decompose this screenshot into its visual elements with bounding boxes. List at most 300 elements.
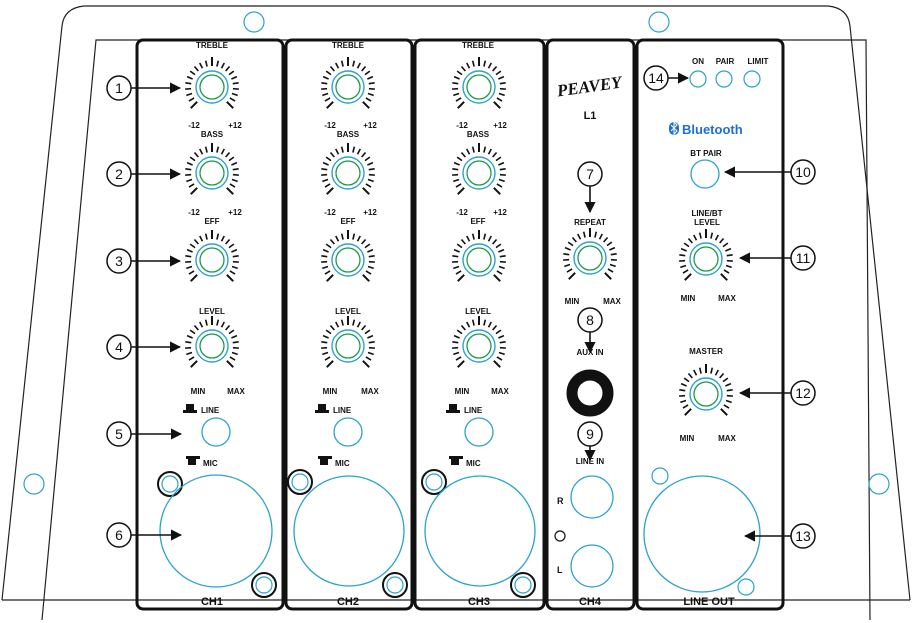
- knob-tick: [191, 361, 197, 367]
- range-low-label: -12: [188, 208, 200, 217]
- knob-tick: [500, 169, 506, 170]
- knob-tick: [461, 239, 465, 244]
- knob-ring: [463, 330, 495, 362]
- knob-tick: [231, 77, 237, 79]
- knob-tick: [336, 322, 339, 327]
- knob-tick: [610, 264, 616, 266]
- bluetooth-label: Bluetooth: [682, 122, 743, 137]
- knob-tick: [565, 248, 571, 250]
- knob-tick: [600, 234, 603, 239]
- pair-led-indicator: [716, 71, 732, 87]
- knob-tick: [681, 384, 687, 386]
- knob-tick: [452, 83, 458, 84]
- knob-tick: [454, 336, 460, 338]
- r-label: R: [557, 496, 564, 506]
- knob-tick: [467, 149, 470, 154]
- knob-tick: [229, 330, 234, 334]
- level-label: LEVEL: [335, 307, 361, 316]
- knob-tick: [323, 163, 329, 165]
- knob-tick: [362, 325, 366, 330]
- knob-ring: [332, 330, 364, 362]
- knob-tick: [497, 357, 502, 360]
- knob-tick: [367, 77, 373, 79]
- knob-ring: [196, 244, 228, 276]
- ch1-eff-knob[interactable]: [185, 230, 239, 281]
- knob-tick: [454, 77, 460, 79]
- knob-tick: [720, 373, 724, 378]
- knob-tick: [494, 188, 500, 194]
- knob-tick: [723, 378, 728, 382]
- knob-tick: [721, 409, 727, 415]
- knob-tick: [688, 238, 692, 243]
- callout-number: 1: [115, 80, 123, 96]
- knob-tick: [499, 93, 505, 95]
- ch3-level-knob[interactable]: [452, 316, 506, 367]
- eff-label: EFF: [470, 217, 486, 226]
- switch-up-icon: [318, 404, 326, 410]
- line-in-l-jack[interactable]: [571, 545, 613, 587]
- knob-tick: [232, 266, 238, 268]
- knob-ring: [196, 330, 228, 362]
- knob-tick: [679, 390, 685, 391]
- knob-tick: [453, 352, 459, 354]
- knob-ring: [690, 378, 722, 410]
- callout-number: 3: [115, 253, 123, 269]
- bt-pair-button[interactable]: [691, 160, 719, 188]
- callout-7: [578, 162, 602, 212]
- knob-tick: [200, 236, 203, 241]
- knob-tick: [227, 188, 233, 194]
- knob-tick: [322, 352, 328, 354]
- knob-tick: [190, 330, 195, 334]
- knob-tick: [186, 179, 192, 181]
- knob-tick: [493, 239, 497, 244]
- knob-tick: [323, 77, 329, 79]
- knob-tick: [494, 275, 500, 281]
- knob-tick: [493, 152, 497, 157]
- knob-tick: [595, 232, 596, 238]
- knob-tick: [187, 250, 193, 252]
- knob-tick: [230, 271, 235, 274]
- xlr-latch-ring: [652, 468, 668, 484]
- knob-tick: [336, 63, 339, 68]
- knob-tick: [230, 357, 235, 360]
- knob-tick: [572, 237, 576, 242]
- knob-tick: [681, 249, 687, 251]
- callout-1: [107, 76, 180, 100]
- knob-tick: [456, 98, 461, 101]
- knob-tick: [724, 405, 729, 408]
- knob-tick: [321, 83, 327, 84]
- xlr-latch-ring: [387, 577, 403, 593]
- line-bt-level-knob[interactable]: [679, 229, 733, 280]
- knob-tick: [327, 102, 333, 108]
- knob-tick: [363, 361, 369, 367]
- knob-tick: [187, 77, 193, 79]
- knob-tick: [358, 63, 361, 68]
- ch2-treble-knob[interactable]: [321, 57, 375, 108]
- knob-tick: [711, 368, 712, 374]
- mounting-holes: [24, 12, 889, 494]
- knob-tick: [683, 405, 688, 408]
- knob-tick: [366, 184, 371, 187]
- knob-tick: [187, 163, 193, 165]
- master-knob[interactable]: [679, 364, 733, 415]
- knob-tick: [494, 102, 500, 108]
- knob-tick: [461, 152, 465, 157]
- knob-tick: [366, 357, 371, 360]
- channel-id-label: CH2: [336, 596, 360, 608]
- bluetooth-master-section: [644, 57, 769, 608]
- knob-tick: [497, 98, 502, 101]
- knob-tick: [326, 244, 331, 248]
- knob-tick: [498, 163, 504, 165]
- knob-tick: [497, 271, 502, 274]
- xlr-latch-ring: [738, 579, 754, 595]
- knob-tick: [327, 361, 333, 367]
- knob-tick: [489, 149, 492, 154]
- knob-tick: [326, 330, 331, 334]
- ch2-bass-knob[interactable]: [321, 143, 375, 194]
- knob-tick: [326, 157, 331, 161]
- knob-tick: [473, 147, 474, 153]
- knob-tick: [330, 239, 334, 244]
- ch1-bass-knob[interactable]: [185, 143, 239, 194]
- knob-cap: [467, 248, 491, 272]
- knob-ring: [196, 71, 228, 103]
- max-label: MAX: [491, 387, 509, 396]
- knob-tick: [353, 61, 354, 67]
- knob-tick: [467, 236, 470, 241]
- knob-tick: [499, 352, 505, 354]
- knob-tick: [191, 275, 197, 281]
- knob-tick: [368, 266, 374, 268]
- xlr-combo-jack[interactable]: [294, 476, 404, 586]
- knob-tick: [362, 152, 366, 157]
- callout-number: 2: [115, 166, 123, 182]
- knob-tick: [500, 256, 506, 257]
- knob-tick: [358, 322, 361, 327]
- knob-tick: [367, 250, 373, 252]
- knob-ring: [332, 244, 364, 276]
- knob-tick: [452, 256, 458, 257]
- screw-hole-icon: [869, 474, 889, 494]
- knob-tick: [700, 233, 701, 239]
- knob-tick: [500, 83, 506, 84]
- knob-tick: [724, 270, 729, 273]
- switch-down-icon: [188, 459, 196, 465]
- knob-tick: [325, 357, 330, 360]
- knob-tick: [453, 266, 459, 268]
- knob-tick: [365, 157, 370, 161]
- ch3-treble-knob[interactable]: [452, 57, 506, 108]
- knob-tick: [186, 266, 192, 268]
- knob-tick: [456, 184, 461, 187]
- knob-cap: [336, 248, 360, 272]
- knob-tick: [458, 102, 464, 108]
- knob-tick: [330, 152, 334, 157]
- knob-tick: [366, 271, 371, 274]
- knob-tick: [336, 149, 339, 154]
- knob-tick: [694, 235, 697, 240]
- ch1-treble-knob[interactable]: [185, 57, 239, 108]
- range-high-label: +12: [493, 121, 507, 130]
- knob-tick: [727, 390, 733, 391]
- screw-hole-icon: [649, 12, 669, 32]
- knob-tick: [489, 236, 492, 241]
- knob-tick: [233, 83, 239, 84]
- xlr-combo-jack[interactable]: [425, 476, 535, 586]
- knob-tick: [461, 325, 465, 330]
- knob-tick: [325, 184, 330, 187]
- knob-tick: [683, 270, 688, 273]
- knob-tick: [206, 147, 207, 153]
- knob-tick: [456, 271, 461, 274]
- knob-tick: [185, 169, 191, 170]
- knob-tick: [321, 169, 327, 170]
- knob-cap: [200, 334, 224, 358]
- callout-number: 9: [586, 426, 594, 442]
- pair-label: PAIR: [715, 57, 735, 66]
- callout-11: [740, 246, 815, 270]
- peavey-logo: PEAVEY: [555, 72, 623, 101]
- line-bt-label: LINE/BT: [691, 209, 723, 218]
- knob-tick: [322, 266, 328, 268]
- knob-tick: [358, 236, 361, 241]
- knob-tick: [217, 147, 218, 153]
- min-label: MIN: [190, 387, 206, 396]
- knob-tick: [457, 71, 462, 75]
- aux-in-label: AUX IN: [576, 348, 604, 357]
- knob-tick: [227, 361, 233, 367]
- callout-5: [107, 422, 181, 446]
- knob-tick: [607, 242, 612, 246]
- knob-tick: [362, 239, 366, 244]
- knob-tick: [186, 352, 192, 354]
- knob-cap: [336, 334, 360, 358]
- knob-tick: [457, 244, 462, 248]
- knob-tick: [453, 93, 459, 95]
- xlr-latch-ring: [256, 577, 272, 593]
- callout-4: [107, 335, 180, 359]
- bt-pair-label: BT PAIR: [690, 149, 722, 158]
- knob-tick: [498, 77, 504, 79]
- knob-tick: [484, 147, 485, 153]
- ch4-repeat-knob[interactable]: [563, 228, 617, 279]
- knob-tick: [217, 320, 218, 326]
- knob-tick: [323, 336, 329, 338]
- knob-tick: [493, 325, 497, 330]
- channel-panel-ch1: [137, 40, 283, 609]
- knob-tick: [365, 244, 370, 248]
- knob-tick: [227, 275, 233, 281]
- screw-hole-icon: [244, 12, 264, 32]
- knob-tick: [189, 271, 194, 274]
- knob-tick: [200, 149, 203, 154]
- knob-tick: [229, 71, 234, 75]
- knob-tick: [498, 336, 504, 338]
- knob-ring: [574, 242, 606, 274]
- knob-tick: [217, 61, 218, 67]
- ch3-eff-knob[interactable]: [452, 230, 506, 281]
- knob-tick: [367, 336, 373, 338]
- knob-tick: [494, 361, 500, 367]
- knob-tick: [461, 66, 465, 71]
- knob-tick: [496, 330, 501, 334]
- line-in-r-jack[interactable]: [571, 476, 613, 518]
- level-label: LEVEL: [199, 307, 225, 316]
- knob-tick: [229, 244, 234, 248]
- range-low-label: -12: [456, 121, 468, 130]
- line-out-jack[interactable]: [644, 476, 760, 592]
- knob-tick: [342, 234, 343, 240]
- bass-label: BASS: [336, 130, 360, 139]
- switch-base-icon: [186, 456, 200, 459]
- knob-cap: [200, 248, 224, 272]
- knob-ring: [332, 157, 364, 189]
- callout-12: [740, 381, 815, 405]
- line-in-label: LINE IN: [575, 457, 605, 466]
- knob-tick: [190, 244, 195, 248]
- knob-tick: [185, 83, 191, 84]
- switch-base-icon: [446, 410, 460, 413]
- knob-tick: [222, 322, 225, 327]
- channel-id-label: CH3: [467, 596, 491, 608]
- knob-tick: [363, 188, 369, 194]
- on-led-indicator: [690, 71, 706, 87]
- knob-tick: [456, 357, 461, 360]
- xlr-latch-ring: [162, 476, 178, 492]
- knob-tick: [605, 273, 611, 279]
- switch-base-icon: [318, 456, 332, 459]
- ch2-eff-knob[interactable]: [321, 230, 375, 281]
- knob-tick: [611, 254, 617, 255]
- knob-tick: [226, 152, 230, 157]
- knob-tick: [680, 265, 686, 267]
- knob-tick: [222, 149, 225, 154]
- knob-cap: [467, 334, 491, 358]
- knob-tick: [473, 234, 474, 240]
- knob-cap: [200, 161, 224, 185]
- knob-tick: [342, 320, 343, 326]
- ch1-level-knob[interactable]: [185, 316, 239, 367]
- knob-tick: [723, 243, 728, 247]
- knob-tick: [206, 61, 207, 67]
- min-label: MIN: [680, 294, 696, 303]
- eff-label: EFF: [204, 217, 220, 226]
- callout-6: [107, 523, 181, 547]
- knob-tick: [473, 61, 474, 67]
- knob-tick: [725, 384, 731, 386]
- knob-tick: [608, 269, 613, 272]
- knob-tick: [194, 152, 198, 157]
- xlr-combo-jack[interactable]: [160, 475, 272, 587]
- line-mic-switch-button[interactable]: [465, 418, 493, 446]
- callout-number: 6: [115, 527, 123, 543]
- knob-tick: [330, 325, 334, 330]
- range-high-label: +12: [493, 208, 507, 217]
- range-low-label: -12: [324, 208, 336, 217]
- knob-tick: [217, 234, 218, 240]
- limit-led-indicator: [744, 71, 760, 87]
- knob-tick: [368, 93, 374, 95]
- knob-tick: [368, 179, 374, 181]
- knob-tick: [684, 378, 689, 382]
- knob-tick: [191, 102, 197, 108]
- callout-number: 5: [115, 426, 123, 442]
- switch-down-icon: [451, 459, 459, 465]
- knob-tick: [191, 188, 197, 194]
- knob-tick: [457, 157, 462, 161]
- knob-ring: [463, 157, 495, 189]
- line-mic-switch-button[interactable]: [202, 418, 230, 446]
- mic-label: MIC: [466, 459, 481, 468]
- knob-tick: [194, 239, 198, 244]
- min-label: MIN: [564, 297, 580, 306]
- range-high-label: +12: [363, 208, 377, 217]
- knob-tick: [452, 169, 458, 170]
- knob-tick: [206, 234, 207, 240]
- line-mic-switch-button[interactable]: [334, 418, 362, 446]
- bluetooth-icon: [669, 122, 679, 135]
- knob-tick: [200, 63, 203, 68]
- switch-up-icon: [449, 404, 457, 410]
- knob-tick: [680, 400, 686, 402]
- knob-ring: [463, 71, 495, 103]
- callout-3: [107, 249, 180, 273]
- line-out-label: LINE OUT: [683, 596, 735, 608]
- knob-tick: [322, 93, 328, 95]
- ch3-bass-knob[interactable]: [452, 143, 506, 194]
- knob-tick: [454, 163, 460, 165]
- knob-tick: [368, 352, 374, 354]
- knob-tick: [321, 342, 327, 343]
- callout-9: [578, 422, 602, 460]
- knob-tick: [353, 320, 354, 326]
- knob-tick: [467, 322, 470, 327]
- knob-tick: [458, 361, 464, 367]
- aux-in-jack[interactable]: [572, 375, 608, 411]
- knob-tick: [369, 83, 375, 84]
- knob-tick: [569, 273, 575, 279]
- knob-tick: [609, 248, 615, 250]
- min-label: MIN: [454, 387, 470, 396]
- knob-tick: [716, 235, 719, 240]
- knob-tick: [227, 102, 233, 108]
- ch2-level-knob[interactable]: [321, 316, 375, 367]
- treble-label: TREBLE: [462, 41, 494, 50]
- line-label: LINE: [201, 406, 220, 415]
- knob-tick: [489, 322, 492, 327]
- knob-tick: [467, 63, 470, 68]
- knob-tick: [578, 234, 581, 239]
- knob-tick: [727, 255, 733, 256]
- callout-number: 11: [795, 250, 811, 266]
- knob-tick: [222, 236, 225, 241]
- knob-tick: [499, 266, 505, 268]
- limit-label: LIMIT: [747, 57, 769, 66]
- knob-tick: [362, 66, 366, 71]
- knob-tick: [679, 255, 685, 256]
- knob-tick: [342, 147, 343, 153]
- knob-tick: [231, 336, 237, 338]
- master-label: MASTER: [689, 347, 723, 356]
- knob-tick: [190, 71, 195, 75]
- knob-tick: [231, 250, 237, 252]
- callout-14: [644, 66, 688, 90]
- knob-tick: [226, 325, 230, 330]
- knob-tick: [233, 342, 239, 343]
